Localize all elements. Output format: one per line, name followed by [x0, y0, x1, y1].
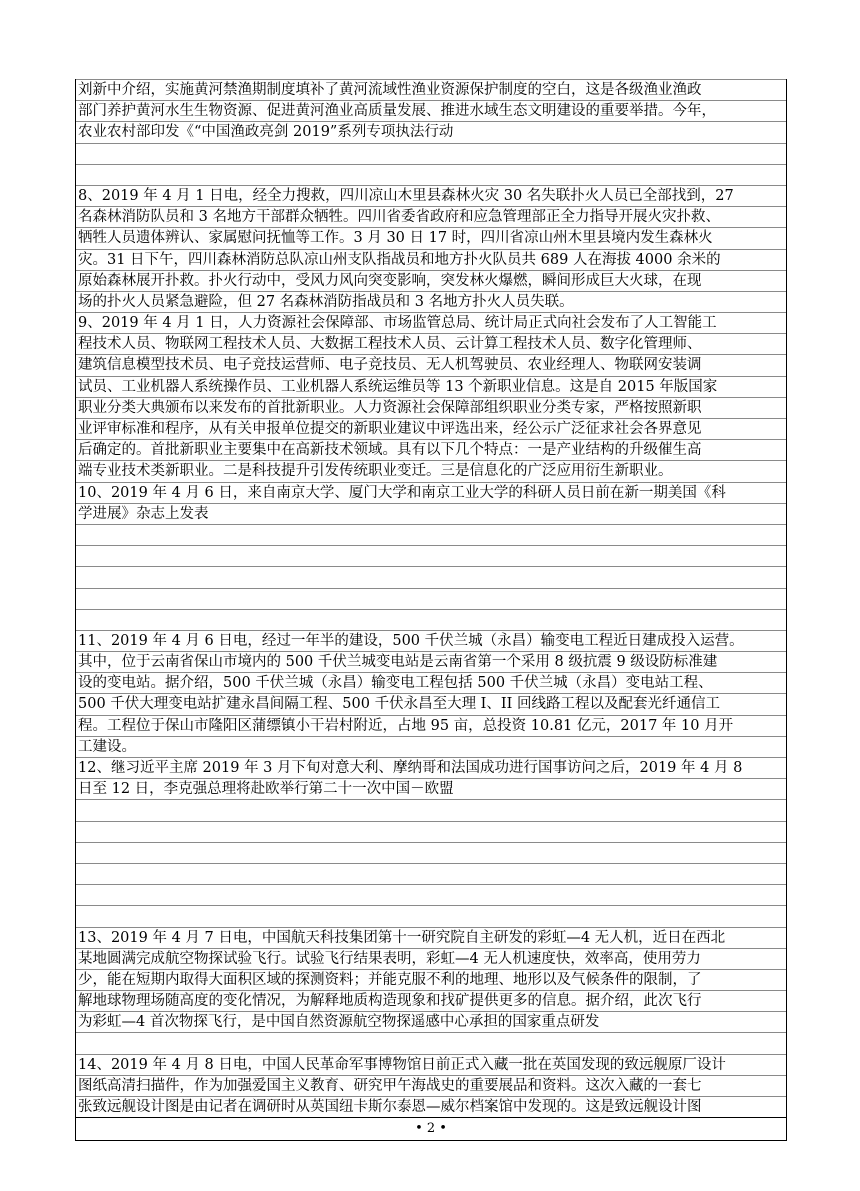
text-line: 试员、工业机器人系统操作员、工业机器人系统运维员等 13 个新职业信息。这是自 2015 年版国家	[76, 376, 786, 397]
text-line: 端专业技术类新职业。二是科技提升引发传统职业变迁。三是信息化的广泛应用衍生新职业。	[76, 460, 786, 481]
text-line: 灾。31 日下午，四川森林消防总队凉山州支队指战员和地方扑火队员共 689 人在海拔 4000 余米的	[76, 249, 786, 270]
text-line: 设的变电站。据介绍，500 千伏兰城（永昌）输变电工程包括 500 千伏兰城（永昌）变电站工程、	[76, 672, 786, 693]
text-line: 建筑信息模型技术员、电子竞技运营师、电子竞技员、无人机驾驶员、农业经理人、物联网安装调	[76, 354, 786, 375]
text-line	[76, 821, 786, 842]
text-line: 张致远舰设计图是由记者在调研时从英国纽卡斯尔泰恩—威尔档案馆中发现的。这是致远舰设计图	[76, 1096, 786, 1117]
text-line: 日至 12 日，李克强总理将赴欧举行第二十一次中国－欧盟	[76, 778, 786, 799]
text-line	[76, 905, 786, 926]
text-line: 职业分类大典颁布以来发布的首批新职业。人力资源社会保障部组织职业分类专家，严格按照新职	[76, 397, 786, 418]
text-line: 业评审标准和程序，从有关申报单位提交的新职业建议中评选出来，经公示广泛征求社会各界意见	[76, 418, 786, 439]
text-line	[76, 842, 786, 863]
text-line	[76, 863, 786, 884]
text-line	[76, 1032, 786, 1053]
text-line: 12、继习近平主席 2019 年 3 月下旬对意大利、摩纳哥和法国成功进行国事访问之后，2019 年 4 月 8	[76, 757, 786, 778]
text-line: 程。工程位于保山市隆阳区蒲缥镇小干岩村附近，占地 95 亩，总投资 10.81 亿元，2017 年 10 月开	[76, 715, 786, 736]
text-line: 牺牲人员遗体辨认、家属慰问抚恤等工作。3 月 30 日 17 时，四川省凉山州木里县境内发生森林火	[76, 227, 786, 248]
text-line	[76, 566, 786, 587]
text-line: 学进展》杂志上发表	[76, 503, 786, 524]
text-line	[76, 588, 786, 609]
text-line: 农业农村部印发《“中国渔政亮剑 2019”系列专项执法行动	[76, 121, 786, 142]
text-line: 图纸高清扫描件，作为加强爱国主义教育、研究甲午海战史的重要展品和资料。这次入藏的一套七	[76, 1075, 786, 1096]
text-line: 刘新中介绍，实施黄河禁渔期制度填补了黄河流域性渔业资源保护制度的空白，这是各级渔业渔政	[76, 79, 786, 100]
text-line: 500 千伏大理变电站扩建永昌间隔工程、500 千伏永昌至大理 I、II 回线路工程以及配套光纤通信工	[76, 693, 786, 714]
text-line	[76, 164, 786, 185]
text-line: 9、2019 年 4 月 1 日，人力资源社会保障部、市场监管总局、统计局正式向社会发布了人工智能工	[76, 312, 786, 333]
text-line: 解地球物理场随高度的变化情况，为解释地质构造现象和找矿提供更多的信息。据介绍，此次飞行	[76, 990, 786, 1011]
page-number: • 2 •	[76, 1117, 786, 1140]
text-line: 为彩虹—4 首次物探飞行，是中国自然资源航空物探遥感中心承担的国家重点研发	[76, 1011, 786, 1032]
text-line: 部门养护黄河水生生物资源、促进黄河渔业高质量发展、推进水域生态文明建设的重要举措。今年，	[76, 100, 786, 121]
document-page	[75, 79, 787, 1141]
text-line: 场的扑火人员紧急避险，但 27 名森林消防指战员和 3 名地方扑火人员失联。	[76, 291, 786, 312]
text-line	[76, 609, 786, 630]
text-line: 少，能在短期内取得大面积区域的探测资料；并能克服不利的地理、地形以及气候条件的限制，了	[76, 969, 786, 990]
text-line: 后确定的。首批新职业主要集中在高新技术领域。具有以下几个特点：一是产业结构的升级催生高	[76, 439, 786, 460]
text-line: 其中，位于云南省保山市境内的 500 千伏兰城变电站是云南省第一个采用 8 级抗震 9 级设防标准建	[76, 651, 786, 672]
text-line	[76, 524, 786, 545]
text-line	[76, 143, 786, 164]
text-line: 程技术人员、物联网工程技术人员、大数据工程技术人员、云计算工程技术人员、数字化管理师、	[76, 333, 786, 354]
text-line	[76, 884, 786, 905]
text-body	[76, 79, 786, 1117]
text-line: 工建设。	[76, 736, 786, 757]
text-line: 10、2019 年 4 月 6 日，来自南京大学、厦门大学和南京工业大学的科研人员日前在新一期美国《科	[76, 482, 786, 503]
text-line	[76, 545, 786, 566]
text-line: 原始森林展开扑救。扑火行动中，受风力风向突变影响，突发林火爆燃，瞬间形成巨大火球，在现	[76, 270, 786, 291]
text-line: 11、2019 年 4 月 6 日电，经过一年半的建设，500 千伏兰城（永昌）输变电工程近日建成投入运营。	[76, 630, 786, 651]
text-line	[76, 799, 786, 820]
text-line: 8、2019 年 4 月 1 日电，经全力搜救，四川凉山木里县森林火灾 30 名失联扑火人员已全部找到，27	[76, 185, 786, 206]
text-line: 名森林消防队员和 3 名地方干部群众牺牲。四川省委省政府和应急管理部正全力指导开展火灾扑救、	[76, 206, 786, 227]
text-line: 14、2019 年 4 月 8 日电，中国人民革命军事博物馆日前正式入藏一批在英国发现的致远舰原厂设计	[76, 1054, 786, 1075]
text-line: 某地圆满完成航空物探试验飞行。试验飞行结果表明，彩虹—4 无人机速度快，效率高，使用劳力	[76, 948, 786, 969]
text-line: 13、2019 年 4 月 7 日电，中国航天科技集团第十一研究院自主研发的彩虹—4 无人机，近日在西北	[76, 927, 786, 948]
